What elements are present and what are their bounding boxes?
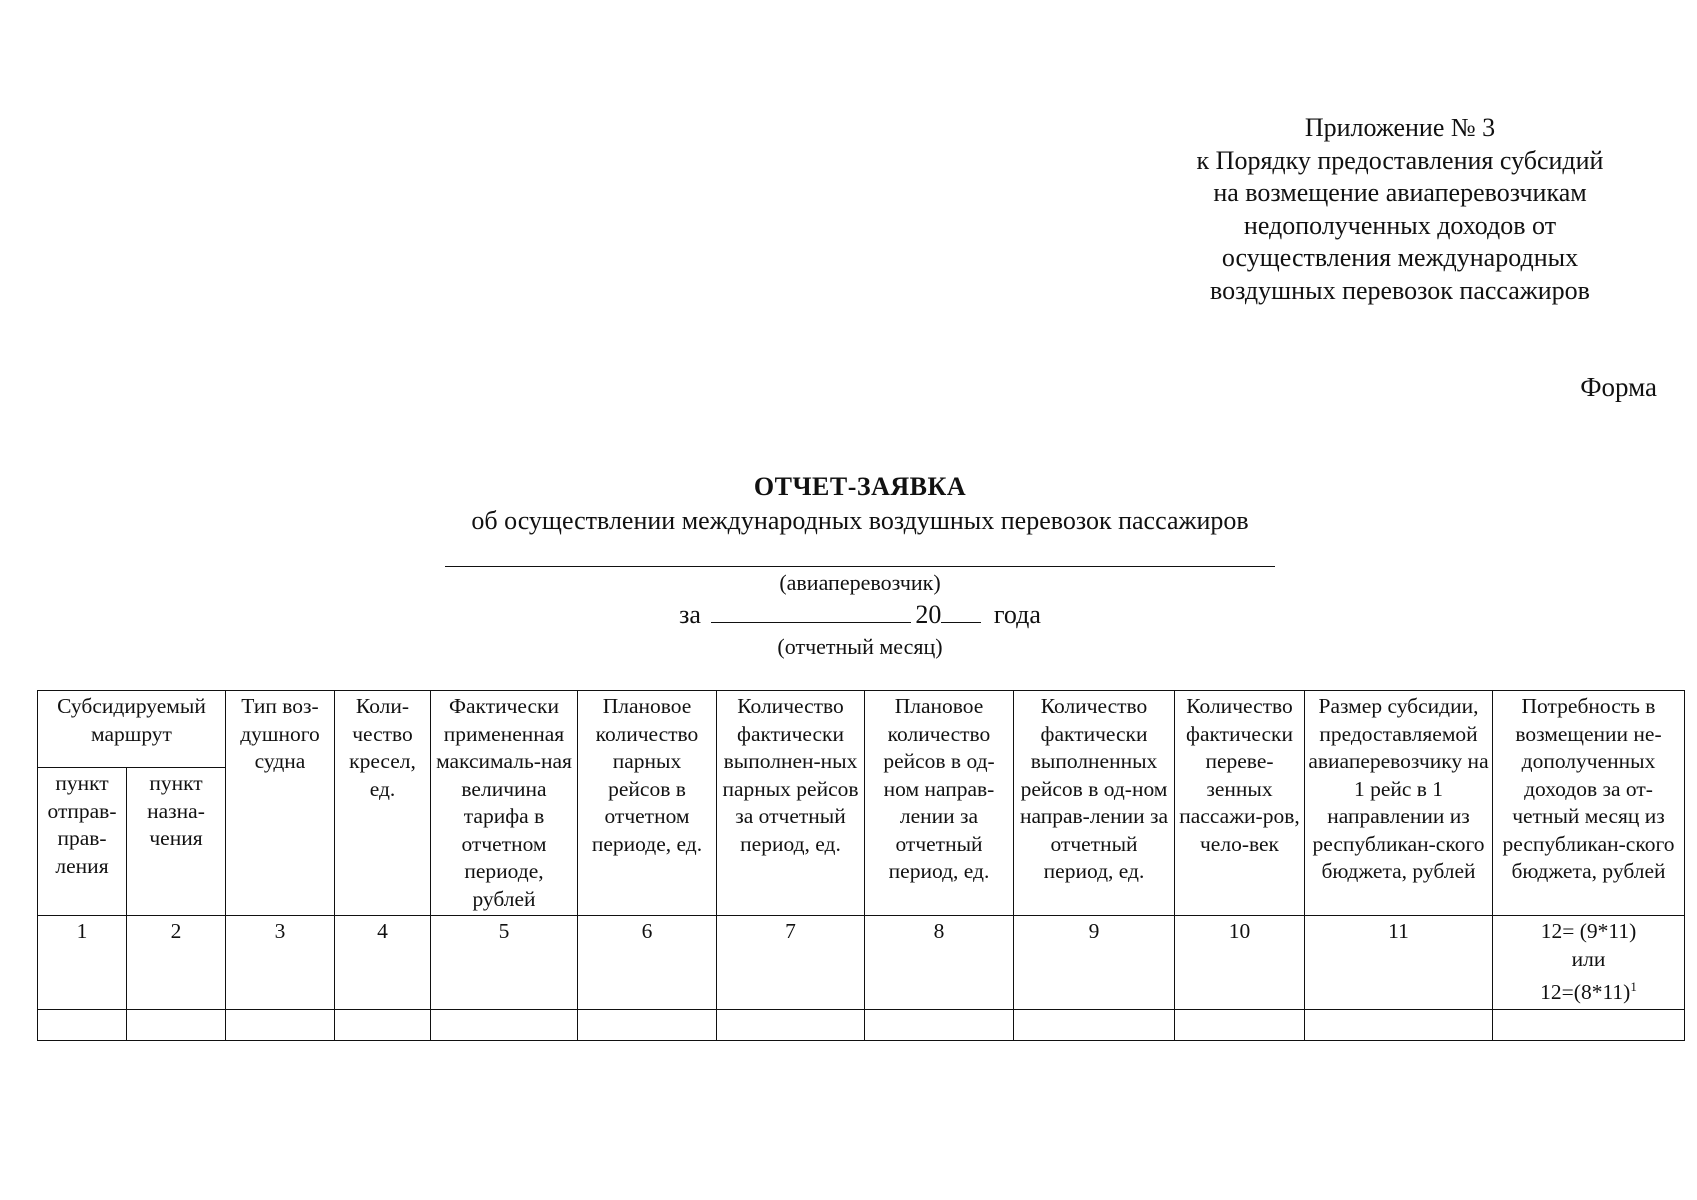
column-number: 2	[127, 916, 226, 1010]
formula-line: или	[1571, 946, 1606, 971]
formula-text: 12=(8*11)	[1540, 980, 1631, 1005]
table-cell	[335, 1009, 431, 1040]
column-header: Количество фактически выполненных рейсов в од-ном направ-лении за отчетный период, ед.	[1014, 691, 1175, 916]
carrier-blank-line	[445, 566, 1275, 567]
column-number: 6	[578, 916, 717, 1010]
table-cell	[127, 1009, 226, 1040]
year-prefix: 20	[915, 600, 942, 629]
reporting-period-line	[0, 600, 1697, 630]
column-header: Размер субсидии, предоставляемой авиаперевозчику на 1 рейс в 1 направлении из республикан-ского бюджета, рублей	[1305, 691, 1493, 916]
table-cell	[1175, 1009, 1305, 1040]
formula-line	[1494, 973, 1683, 1007]
document-title: ОТЧЕТ-ЗАЯВКА	[753, 472, 967, 501]
carrier-caption: (авиаперевозчик)	[779, 570, 941, 595]
column-header: Коли-чество кресел, ед.	[335, 691, 431, 916]
column-header: Потребность в возмещении не-дополученных доходов за от-четный месяц из республикан-ского бюджета, рублей	[1493, 691, 1685, 916]
column-number: 10	[1175, 916, 1305, 1010]
empty-data-row	[38, 1009, 1685, 1040]
column-number: 4	[335, 916, 431, 1010]
formula-line: 12= (9*11)	[1540, 919, 1637, 943]
column-header: Фактически примененная максималь-ная величина тарифа в отчетном периоде, рублей	[431, 691, 578, 916]
table-cell	[1014, 1009, 1175, 1040]
appendix-line: на возмещение авиаперевозчикам	[1213, 178, 1587, 207]
column-header: Тип воз-душного судна	[226, 691, 335, 916]
report-table	[37, 690, 1685, 1041]
column-header: Количество фактически выполнен-ных парных рейсов за отчетный период, ед.	[717, 691, 865, 916]
appendix-title: Приложение № 3	[1304, 113, 1496, 142]
table-cell	[431, 1009, 578, 1040]
column-number: 11	[1305, 916, 1493, 1010]
column-number-row	[38, 916, 1685, 1010]
period-prefix: за	[679, 600, 701, 629]
column-header: Плановое количество рейсов в од-ном направ-лении за отчетный период, ед.	[865, 691, 1014, 916]
column-header: Количество фактически переве-зенных пассажи-ров, чело-век	[1175, 691, 1305, 916]
column-header: Плановое количество парных рейсов в отчетном периоде, ед.	[578, 691, 717, 916]
table-cell	[38, 1009, 127, 1040]
table-cell	[226, 1009, 335, 1040]
table-cell	[1305, 1009, 1493, 1040]
column-number: 7	[717, 916, 865, 1010]
table-cell	[578, 1009, 717, 1040]
table-cell	[1493, 1009, 1685, 1040]
period-suffix: года	[993, 600, 1041, 629]
formula-cell	[1493, 916, 1685, 1010]
column-number: 9	[1014, 916, 1175, 1010]
appendix-block	[1140, 112, 1660, 307]
route-group-header: Субсидируемый маршрут	[38, 691, 226, 768]
appendix-line: воздушных перевозок пассажиров	[1210, 275, 1590, 305]
column-number: 1	[38, 916, 127, 1010]
column-number: 3	[226, 916, 335, 1010]
table-cell	[717, 1009, 865, 1040]
form-label: Форма	[1580, 372, 1657, 402]
column-number: 5	[431, 916, 578, 1010]
year-blank	[941, 600, 981, 623]
appendix-line: недополученных доходов от	[1243, 210, 1557, 240]
title-block	[0, 470, 1697, 538]
column-number: 8	[865, 916, 1014, 1010]
column-header: пункт отправ-прав-ления	[38, 768, 127, 916]
appendix-line: к Порядку предоставления субсидий	[1196, 145, 1604, 175]
footnote-mark: 1	[1630, 979, 1637, 994]
table-cell	[865, 1009, 1014, 1040]
period-caption: (отчетный месяц)	[777, 634, 943, 659]
column-header: пункт назна-чения	[127, 768, 226, 916]
header-row	[38, 691, 1685, 768]
appendix-line: осуществления международных	[1221, 243, 1579, 272]
month-blank	[711, 600, 911, 623]
document-subtitle: об осуществлении международных воздушных перевозок пассажиров	[471, 506, 1249, 535]
